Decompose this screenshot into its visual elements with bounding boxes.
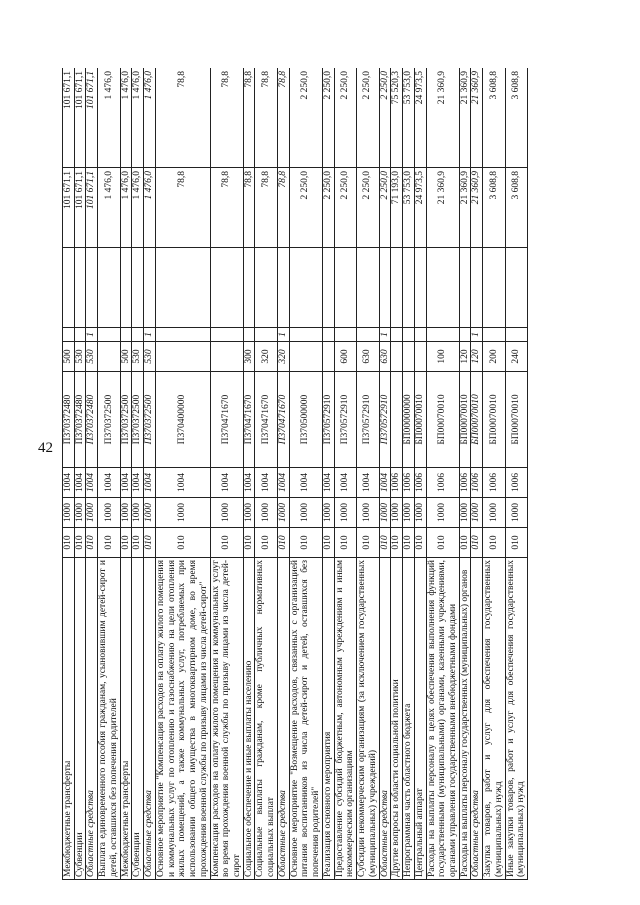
ministry-code: 010	[426, 528, 459, 558]
amount-col-1	[471, 248, 483, 328]
ministry-code: 010	[289, 528, 322, 558]
section-code: 1000	[379, 498, 391, 528]
row-name: Выплата единовременного пособия гражданам, усыновившим детей-сирот и детей, оставшихся без попечения родителей	[98, 558, 120, 880]
amount-col-2: 78,8	[155, 168, 210, 248]
source-mark	[255, 328, 277, 342]
target-article-code: П370372480	[74, 372, 86, 468]
expense-type-code	[210, 342, 243, 372]
row-name: Непрограммная часть областного бюджета	[403, 558, 415, 880]
subsection-code: 1004	[210, 468, 243, 498]
table-row	[243, 68, 255, 880]
amount-col-1	[255, 248, 277, 328]
amount-col-1	[277, 248, 289, 328]
amount-col-1	[155, 248, 210, 328]
amount-col-1	[210, 248, 243, 328]
amount-col-1	[334, 248, 356, 328]
row-name: Субвенции	[74, 558, 86, 880]
section-code: 1000	[74, 498, 86, 528]
ministry-code: 010	[483, 528, 505, 558]
amount-col-2: 21 360,9	[471, 168, 483, 248]
subsection-code: 1004	[322, 468, 334, 498]
budget-table	[62, 68, 528, 880]
amount-col-2: 78,8	[277, 168, 289, 248]
amount-col-2: 78,8	[210, 168, 243, 248]
source-mark	[403, 328, 415, 342]
amount-col-2: 2 250,0	[322, 168, 334, 248]
subsection-code: 1006	[483, 468, 505, 498]
target-article-code: П370471670	[277, 372, 289, 468]
section-code: 1000	[334, 498, 356, 528]
amount-col-3: 101 671,1	[63, 68, 75, 168]
section-code: 1000	[98, 498, 120, 528]
section-code: 1000	[243, 498, 255, 528]
source-mark	[322, 328, 334, 342]
amount-col-1	[86, 248, 98, 328]
source-mark	[334, 328, 356, 342]
table-row	[86, 68, 98, 880]
section-code: 1000	[459, 498, 471, 528]
amount-col-2: 2 250,0	[289, 168, 322, 248]
ministry-code: 010	[74, 528, 86, 558]
table-row	[132, 68, 144, 880]
table-row	[334, 68, 356, 880]
rotated-page	[62, 68, 607, 880]
table-row	[483, 68, 505, 880]
subsection-code: 1004	[243, 468, 255, 498]
subsection-code: 1004	[86, 468, 98, 498]
amount-col-2: 21 360,9	[426, 168, 459, 248]
section-code: 1000	[210, 498, 243, 528]
expense-type-code	[155, 342, 210, 372]
expense-type-code: 120	[471, 342, 483, 372]
source-mark	[120, 328, 132, 342]
table-row	[426, 68, 459, 880]
table-row	[63, 68, 75, 880]
amount-col-2: 24 973,5	[414, 168, 426, 248]
source-mark	[63, 328, 75, 342]
source-mark: 1	[471, 328, 483, 342]
ministry-code: 010	[155, 528, 210, 558]
table-row	[144, 68, 156, 880]
row-name: Центральный аппарат	[414, 558, 426, 880]
target-article-code: БП00070010	[471, 372, 483, 468]
ministry-code: 010	[210, 528, 243, 558]
ministry-code: 010	[334, 528, 356, 558]
row-name: Расходы на выплаты персоналу государственных (муниципальных) органов	[459, 558, 471, 880]
target-article-code: БП00000000	[403, 372, 415, 468]
target-article-code: БП00070010	[426, 372, 459, 468]
amount-col-3: 53 753,0	[403, 68, 415, 168]
row-name: Реализация основного мероприятия	[322, 558, 334, 880]
amount-col-2: 78,8	[255, 168, 277, 248]
row-name: Областные средства	[86, 558, 98, 880]
amount-col-1	[379, 248, 391, 328]
table-row	[403, 68, 415, 880]
page-number: 42	[38, 440, 53, 456]
subsection-code: 1004	[277, 468, 289, 498]
row-name: Областные средства	[277, 558, 289, 880]
table-row	[289, 68, 322, 880]
amount-col-2: 1 476,0	[98, 168, 120, 248]
table-row	[255, 68, 277, 880]
expense-type-code: 530	[86, 342, 98, 372]
table-body	[63, 68, 528, 880]
ministry-code: 010	[379, 528, 391, 558]
amount-col-3: 24 973,5	[414, 68, 426, 168]
target-article-code: П370572910	[322, 372, 334, 468]
amount-col-1	[357, 248, 379, 328]
ministry-code: 010	[277, 528, 289, 558]
expense-type-code: 320	[277, 342, 289, 372]
row-name: Областные средства	[471, 558, 483, 880]
target-article-code: П370400000	[155, 372, 210, 468]
source-mark	[289, 328, 322, 342]
source-mark: 1	[277, 328, 289, 342]
amount-col-3: 101 671,1	[74, 68, 86, 168]
amount-col-2: 3 608,8	[483, 168, 505, 248]
source-mark	[414, 328, 426, 342]
target-article-code: БП00070010	[414, 372, 426, 468]
amount-col-2: 101 671,1	[74, 168, 86, 248]
target-article-code: П370471670	[243, 372, 255, 468]
amount-col-1	[63, 248, 75, 328]
table-row	[471, 68, 483, 880]
table-row	[459, 68, 471, 880]
amount-col-3: 78,8	[277, 68, 289, 168]
section-code: 1000	[322, 498, 334, 528]
target-article-code	[391, 372, 403, 468]
source-mark	[391, 328, 403, 342]
table-row	[357, 68, 379, 880]
section-code: 1000	[132, 498, 144, 528]
ministry-code: 010	[144, 528, 156, 558]
section-code: 1000	[255, 498, 277, 528]
row-name: Областные средства	[379, 558, 391, 880]
source-mark: 1	[144, 328, 156, 342]
expense-type-code: 530	[144, 342, 156, 372]
ministry-code: 010	[322, 528, 334, 558]
ministry-code: 010	[98, 528, 120, 558]
ministry-code: 010	[120, 528, 132, 558]
amount-col-2: 2 250,0	[357, 168, 379, 248]
amount-col-3: 3 608,8	[505, 68, 527, 168]
target-article-code: П370572910	[334, 372, 356, 468]
amount-col-3: 78,8	[155, 68, 210, 168]
row-name: Субвенции	[132, 558, 144, 880]
amount-col-3: 78,8	[210, 68, 243, 168]
subsection-code: 1004	[379, 468, 391, 498]
amount-col-2: 101 671,1	[86, 168, 98, 248]
amount-col-1	[322, 248, 334, 328]
target-article-code: БП00070010	[505, 372, 527, 468]
amount-col-2: 101 671,1	[63, 168, 75, 248]
expense-type-code	[403, 342, 415, 372]
amount-col-3: 1 476,0	[120, 68, 132, 168]
section-code: 1000	[403, 498, 415, 528]
table-row	[120, 68, 132, 880]
ministry-code: 010	[357, 528, 379, 558]
section-code: 1000	[120, 498, 132, 528]
ministry-code: 010	[403, 528, 415, 558]
table-row	[414, 68, 426, 880]
ministry-code: 010	[243, 528, 255, 558]
amount-col-2: 2 250,0	[379, 168, 391, 248]
amount-col-1	[414, 248, 426, 328]
amount-col-3: 75 520,3	[391, 68, 403, 168]
expense-type-code: 530	[74, 342, 86, 372]
source-mark	[426, 328, 459, 342]
amount-col-3: 21 360,9	[471, 68, 483, 168]
expense-type-code: 500	[63, 342, 75, 372]
amount-col-1	[144, 248, 156, 328]
table-row	[505, 68, 527, 880]
target-article-code: П370372480	[86, 372, 98, 468]
table-row	[155, 68, 210, 880]
target-article-code: П370372500	[120, 372, 132, 468]
expense-type-code: 530	[132, 342, 144, 372]
row-name: Расходы на выплаты персоналу в целях обеспечения выполнения функций государственными (муниципальными) органами, казенными учреждениями, органами управления государственными внебюджетными фондами	[426, 558, 459, 880]
section-code: 1000	[155, 498, 210, 528]
amount-col-1	[426, 248, 459, 328]
row-name: Иные закупки товаров, работ и услуг для обеспечения государственных (муниципальных) нужд	[505, 558, 527, 880]
amount-col-3: 1 476,0	[132, 68, 144, 168]
amount-col-3: 2 250,0	[379, 68, 391, 168]
amount-col-1	[243, 248, 255, 328]
table-row	[391, 68, 403, 880]
subsection-code: 1004	[255, 468, 277, 498]
subsection-code: 1004	[132, 468, 144, 498]
amount-col-2: 3 608,8	[505, 168, 527, 248]
row-name: Компенсация расходов на оплату жилого помещения и коммунальных услуг во время прохождения военной службы по призыву лицами из числа детей-сирот	[210, 558, 243, 880]
subsection-code: 1004	[74, 468, 86, 498]
expense-type-code: 200	[483, 342, 505, 372]
row-name: Социальное обеспечение и иные выплаты населению	[243, 558, 255, 880]
ministry-code: 010	[505, 528, 527, 558]
source-mark: 1	[379, 328, 391, 342]
ministry-code: 010	[471, 528, 483, 558]
subsection-code: 1006	[414, 468, 426, 498]
target-article-code: БП00070010	[483, 372, 505, 468]
target-article-code: П370572910	[357, 372, 379, 468]
target-article-code: П370471670	[210, 372, 243, 468]
subsection-code: 1006	[391, 468, 403, 498]
ministry-code: 010	[391, 528, 403, 558]
table-row	[98, 68, 120, 880]
source-mark	[98, 328, 120, 342]
amount-col-2: 78,8	[243, 168, 255, 248]
amount-col-2: 71 193,0	[391, 168, 403, 248]
ministry-code: 010	[132, 528, 144, 558]
amount-col-3: 2 250,0	[334, 68, 356, 168]
target-article-code: П370572910	[379, 372, 391, 468]
expense-type-code: 630	[379, 342, 391, 372]
section-code: 1000	[144, 498, 156, 528]
target-article-code: П370372500	[98, 372, 120, 468]
ministry-code: 010	[414, 528, 426, 558]
expense-type-code: 600	[334, 342, 356, 372]
table-row	[277, 68, 289, 880]
subsection-code: 1004	[155, 468, 210, 498]
row-name: Социальные выплаты гражданам, кроме публичных нормативных социальных выплат	[255, 558, 277, 880]
row-name: Межбюджетные трансферты	[120, 558, 132, 880]
amount-col-3: 101 671,1	[86, 68, 98, 168]
section-code: 1000	[414, 498, 426, 528]
subsection-code: 1006	[426, 468, 459, 498]
section-code: 1000	[391, 498, 403, 528]
amount-col-2: 53 753,0	[403, 168, 415, 248]
source-mark	[505, 328, 527, 342]
target-article-code: П370372480	[63, 372, 75, 468]
amount-col-3: 78,8	[255, 68, 277, 168]
expense-type-code: 120	[459, 342, 471, 372]
row-name: Основное мероприятие "Компенсация расходов на оплату жилого помещения и коммунальных услуг по отоплению и газоснабжению на цели отопления жилых помещений, а также коммунальных услуг, потребляемых при использовании общего имущества в многоквартирном доме, во время прохождения военной службы по призыву лицами из числа детей-сирот"	[155, 558, 210, 880]
expense-type-code: 100	[426, 342, 459, 372]
table-row	[74, 68, 86, 880]
section-code: 1000	[483, 498, 505, 528]
amount-col-3: 21 360,9	[426, 68, 459, 168]
expense-type-code	[289, 342, 322, 372]
table-row	[322, 68, 334, 880]
amount-col-2: 2 250,0	[334, 168, 356, 248]
target-article-code: П370471670	[255, 372, 277, 468]
section-code: 1000	[357, 498, 379, 528]
source-mark	[357, 328, 379, 342]
expense-type-code	[322, 342, 334, 372]
expense-type-code: 240	[505, 342, 527, 372]
target-article-code: П370372500	[132, 372, 144, 468]
amount-col-1	[505, 248, 527, 328]
row-name: Другие вопросы в области социальной политики	[391, 558, 403, 880]
row-name: Основное мероприятие "Возмещение расходов, связанных с организацией питания воспитанников из числа детей-сирот и детей, оставшихся без попечения родителей"	[289, 558, 322, 880]
section-code: 1000	[63, 498, 75, 528]
table-row	[210, 68, 243, 880]
source-mark	[459, 328, 471, 342]
subsection-code: 1004	[120, 468, 132, 498]
expense-type-code: 500	[120, 342, 132, 372]
subsection-code: 1004	[357, 468, 379, 498]
subsection-code: 1006	[505, 468, 527, 498]
subsection-code: 1006	[459, 468, 471, 498]
amount-col-1	[483, 248, 505, 328]
target-article-code: П370500000	[289, 372, 322, 468]
ministry-code: 010	[86, 528, 98, 558]
amount-col-1	[120, 248, 132, 328]
amount-col-1	[459, 248, 471, 328]
section-code: 1000	[289, 498, 322, 528]
subsection-code: 1004	[334, 468, 356, 498]
ministry-code: 010	[63, 528, 75, 558]
source-mark	[155, 328, 210, 342]
ministry-code: 010	[459, 528, 471, 558]
amount-col-1	[74, 248, 86, 328]
subsection-code: 1006	[471, 468, 483, 498]
expense-type-code: 630	[357, 342, 379, 372]
target-article-code: БП00070010	[459, 372, 471, 468]
row-name: Предоставление субсидий бюджетным, автономным учреждениям и иным некоммерческим организациям	[334, 558, 356, 880]
amount-col-3: 1 476,0	[144, 68, 156, 168]
amount-col-3: 3 608,8	[483, 68, 505, 168]
table-row	[379, 68, 391, 880]
amount-col-2: 1 476,0	[144, 168, 156, 248]
row-name: Межбюджетные трансферты	[63, 558, 75, 880]
source-mark: 1	[86, 328, 98, 342]
amount-col-3: 2 250,0	[357, 68, 379, 168]
amount-col-2: 1 476,0	[132, 168, 144, 248]
expense-type-code	[98, 342, 120, 372]
amount-col-3: 21 360,9	[459, 68, 471, 168]
row-name: Закупка товаров, работ и услуг для обеспечения государственных (муниципальных) нужд	[483, 558, 505, 880]
subsection-code: 1004	[98, 468, 120, 498]
source-mark	[210, 328, 243, 342]
subsection-code: 1004	[144, 468, 156, 498]
source-mark	[74, 328, 86, 342]
amount-col-1	[289, 248, 322, 328]
target-article-code: П370372500	[144, 372, 156, 468]
section-code: 1000	[426, 498, 459, 528]
expense-type-code	[414, 342, 426, 372]
row-name: Областные средства	[144, 558, 156, 880]
row-name: Субсидии некоммерческим организациям (за исключением государственных (муниципальных) учреждений)	[357, 558, 379, 880]
source-mark	[243, 328, 255, 342]
amount-col-3: 2 250,0	[289, 68, 322, 168]
section-code: 1000	[277, 498, 289, 528]
section-code: 1000	[505, 498, 527, 528]
amount-col-1	[403, 248, 415, 328]
subsection-code: 1004	[63, 468, 75, 498]
section-code: 1000	[86, 498, 98, 528]
amount-col-2: 1 476,0	[120, 168, 132, 248]
amount-col-1	[391, 248, 403, 328]
section-code: 1000	[471, 498, 483, 528]
amount-col-3: 78,8	[243, 68, 255, 168]
amount-col-1	[132, 248, 144, 328]
amount-col-1	[98, 248, 120, 328]
amount-col-3: 1 476,0	[98, 68, 120, 168]
expense-type-code	[391, 342, 403, 372]
expense-type-code: 320	[255, 342, 277, 372]
source-mark	[483, 328, 505, 342]
ministry-code: 010	[255, 528, 277, 558]
amount-col-3: 2 250,0	[322, 68, 334, 168]
budget-table-container	[62, 68, 607, 880]
expense-type-code: 300	[243, 342, 255, 372]
subsection-code: 1006	[403, 468, 415, 498]
subsection-code: 1004	[289, 468, 322, 498]
source-mark	[132, 328, 144, 342]
amount-col-2: 21 360,9	[459, 168, 471, 248]
